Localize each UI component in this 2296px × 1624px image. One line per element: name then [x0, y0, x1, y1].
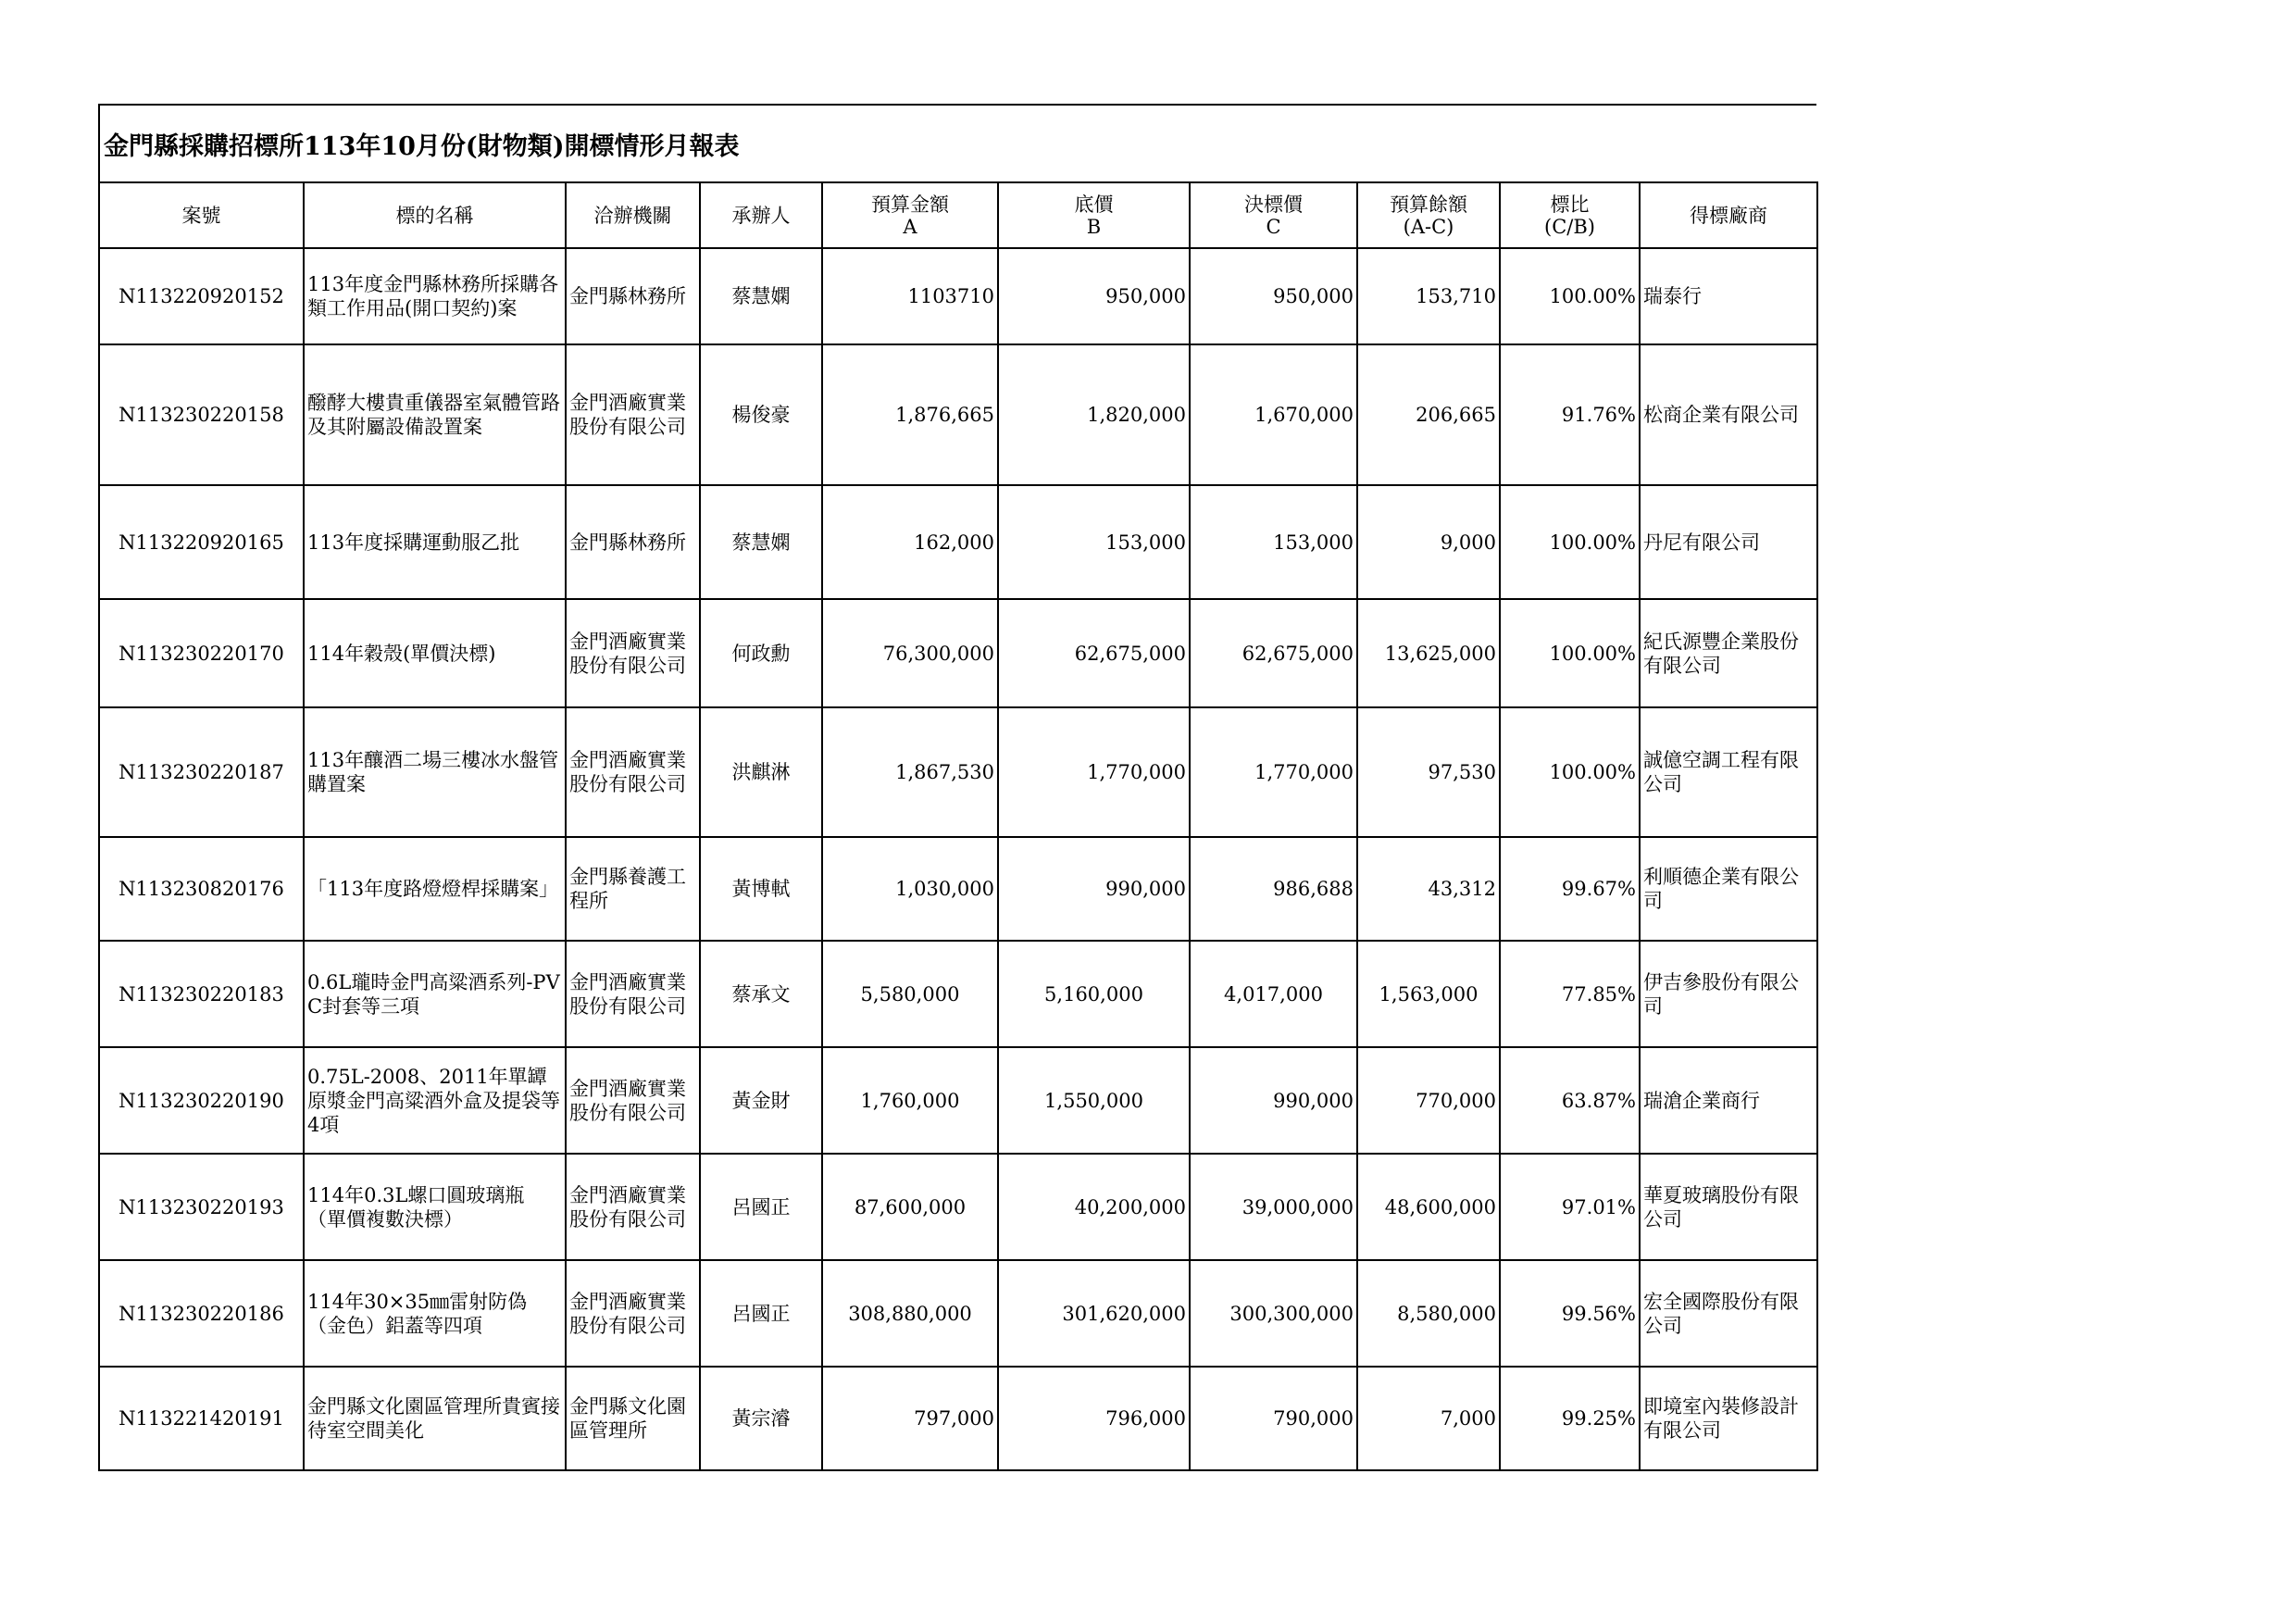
bid-results-table: [98, 181, 1818, 1471]
cell-award-price: 790,000: [1190, 1367, 1357, 1470]
cell-award-price: 39,000,000: [1190, 1154, 1357, 1260]
cell-org: 金門縣林務所: [566, 485, 700, 599]
header-vendor: 得標廠商: [1640, 182, 1817, 248]
cell-base-price: 1,820,000: [998, 344, 1190, 485]
cell-case-no: N113230220186: [99, 1260, 304, 1367]
table-row: [99, 485, 1817, 599]
cell-remaining: 770,000: [1357, 1047, 1500, 1154]
cell-ratio: 99.67%: [1500, 837, 1640, 941]
cell-case-no: N113230220183: [99, 941, 304, 1047]
header-remain-formula: (A-C): [1403, 215, 1454, 238]
cell-budget: 162,000: [822, 485, 998, 599]
cell-remaining: 7,000: [1357, 1367, 1500, 1470]
cell-award-price: 1,770,000: [1190, 707, 1357, 837]
cell-vendor: 即境室內裝修設計有限公司: [1640, 1367, 1817, 1470]
cell-org: 金門酒廠實業股份有限公司: [566, 1047, 700, 1154]
cell-name: 0.6L瓏時金門高粱酒系列-PVC封套等三項: [304, 941, 566, 1047]
cell-award-price: 62,675,000: [1190, 599, 1357, 707]
cell-budget: 1,030,000: [822, 837, 998, 941]
report-sheet: [98, 104, 1816, 1471]
table-row: [99, 1154, 1817, 1260]
cell-base-price: 1,550,000: [998, 1047, 1190, 1154]
cell-remaining: 1,563,000: [1357, 941, 1500, 1047]
cell-handler: 黃博軾: [700, 837, 822, 941]
cell-remaining: 153,710: [1357, 248, 1500, 344]
cell-budget: 1,867,530: [822, 707, 998, 837]
cell-base-price: 990,000: [998, 837, 1190, 941]
cell-remaining: 43,312: [1357, 837, 1500, 941]
header-name: 標的名稱: [304, 182, 566, 248]
cell-remaining: 13,625,000: [1357, 599, 1500, 707]
cell-name: 113年度金門縣林務所採購各類工作用品(開口契約)案: [304, 248, 566, 344]
table-row: [99, 707, 1817, 837]
table-row: [99, 248, 1817, 344]
cell-name: 113年釀酒二場三樓冰水盤管購置案: [304, 707, 566, 837]
cell-award-price: 950,000: [1190, 248, 1357, 344]
header-budget-label: 預算金額: [871, 193, 949, 216]
cell-base-price: 5,160,000: [998, 941, 1190, 1047]
cell-org: 金門酒廠實業股份有限公司: [566, 344, 700, 485]
cell-remaining: 48,600,000: [1357, 1154, 1500, 1260]
cell-vendor: 利順德企業有限公司: [1640, 837, 1817, 941]
title-bar: [98, 104, 1816, 181]
header-org: 洽辦機關: [566, 182, 700, 248]
cell-name: 114年0.3L螺口圓玻璃瓶（單價複數決標）: [304, 1154, 566, 1260]
table-row: [99, 837, 1817, 941]
cell-budget: 5,580,000: [822, 941, 998, 1047]
header-base-label: 底價: [1074, 193, 1114, 216]
cell-org: 金門酒廠實業股份有限公司: [566, 599, 700, 707]
cell-budget: 1,876,665: [822, 344, 998, 485]
cell-handler: 楊俊豪: [700, 344, 822, 485]
header-ratio-formula: (C/B): [1544, 215, 1595, 238]
cell-case-no: N113221420191: [99, 1367, 304, 1470]
header-row: [99, 182, 1817, 248]
cell-ratio: 100.00%: [1500, 707, 1640, 837]
cell-name: 「113年度路燈燈桿採購案」: [304, 837, 566, 941]
cell-case-no: N113230220193: [99, 1154, 304, 1260]
header-award-price: [1190, 182, 1357, 248]
cell-handler: 洪麒淋: [700, 707, 822, 837]
header-base-price: [998, 182, 1190, 248]
cell-name: 0.75L-2008、2011年單罈原漿金門高粱酒外盒及提袋等4項: [304, 1047, 566, 1154]
cell-award-price: 986,688: [1190, 837, 1357, 941]
cell-handler: 何政勳: [700, 599, 822, 707]
header-budget: [822, 182, 998, 248]
cell-handler: 呂國正: [700, 1260, 822, 1367]
cell-handler: 蔡慧嫻: [700, 248, 822, 344]
cell-ratio: 99.56%: [1500, 1260, 1640, 1367]
cell-ratio: 100.00%: [1500, 485, 1640, 599]
cell-handler: 蔡慧嫻: [700, 485, 822, 599]
cell-budget: 87,600,000: [822, 1154, 998, 1260]
cell-name: 113年度採購運動服乙批: [304, 485, 566, 599]
cell-remaining: 8,580,000: [1357, 1260, 1500, 1367]
cell-vendor: 華夏玻璃股份有限公司: [1640, 1154, 1817, 1260]
cell-case-no: N113230220170: [99, 599, 304, 707]
header-remain-label: 預算餘額: [1390, 193, 1467, 216]
header-case-no: 案號: [99, 182, 304, 248]
cell-ratio: 63.87%: [1500, 1047, 1640, 1154]
cell-org: 金門酒廠實業股份有限公司: [566, 941, 700, 1047]
cell-budget: 76,300,000: [822, 599, 998, 707]
cell-handler: 呂國正: [700, 1154, 822, 1260]
cell-remaining: 9,000: [1357, 485, 1500, 599]
cell-org: 金門酒廠實業股份有限公司: [566, 1154, 700, 1260]
table-row: [99, 1047, 1817, 1154]
header-remaining-budget: [1357, 182, 1500, 248]
header-ratio-label: 標比: [1550, 193, 1590, 216]
cell-remaining: 206,665: [1357, 344, 1500, 485]
cell-name: 114年30×35㎜雷射防偽（金色）鋁蓋等四項: [304, 1260, 566, 1367]
cell-base-price: 1,770,000: [998, 707, 1190, 837]
cell-base-price: 796,000: [998, 1367, 1190, 1470]
cell-org: 金門酒廠實業股份有限公司: [566, 707, 700, 837]
cell-vendor: 丹尼有限公司: [1640, 485, 1817, 599]
cell-case-no: N113220920165: [99, 485, 304, 599]
table-row: [99, 1260, 1817, 1367]
header-budget-symbol: A: [903, 215, 917, 238]
cell-vendor: 松商企業有限公司: [1640, 344, 1817, 485]
cell-ratio: 91.76%: [1500, 344, 1640, 485]
cell-budget: 308,880,000: [822, 1260, 998, 1367]
cell-award-price: 1,670,000: [1190, 344, 1357, 485]
table-row: [99, 344, 1817, 485]
cell-base-price: 153,000: [998, 485, 1190, 599]
cell-org: 金門縣文化園區管理所: [566, 1367, 700, 1470]
cell-case-no: N113230820176: [99, 837, 304, 941]
cell-award-price: 990,000: [1190, 1047, 1357, 1154]
cell-org: 金門酒廠實業股份有限公司: [566, 1260, 700, 1367]
cell-award-price: 153,000: [1190, 485, 1357, 599]
cell-budget: 1103710: [822, 248, 998, 344]
cell-ratio: 100.00%: [1500, 599, 1640, 707]
cell-award-price: 300,300,000: [1190, 1260, 1357, 1367]
table-row: [99, 1367, 1817, 1470]
cell-name: 金門縣文化園區管理所貴賓接待室空間美化: [304, 1367, 566, 1470]
table-row: [99, 599, 1817, 707]
cell-vendor: 紀氏源豐企業股份有限公司: [1640, 599, 1817, 707]
cell-base-price: 950,000: [998, 248, 1190, 344]
cell-name: 114年穀殼(單價決標): [304, 599, 566, 707]
cell-handler: 黃金財: [700, 1047, 822, 1154]
cell-base-price: 40,200,000: [998, 1154, 1190, 1260]
cell-base-price: 62,675,000: [998, 599, 1190, 707]
cell-budget: 1,760,000: [822, 1047, 998, 1154]
header-award-symbol: C: [1266, 215, 1281, 238]
report-title: 金門縣採購招標所113年10月份(財物類)開標情形月報表: [104, 131, 740, 161]
cell-budget: 797,000: [822, 1367, 998, 1470]
table-row: [99, 941, 1817, 1047]
header-award-label: 決標價: [1244, 193, 1303, 216]
cell-case-no: N113230220187: [99, 707, 304, 837]
cell-award-price: 4,017,000: [1190, 941, 1357, 1047]
cell-ratio: 99.25%: [1500, 1367, 1640, 1470]
cell-ratio: 97.01%: [1500, 1154, 1640, 1260]
header-handler: 承辦人: [700, 182, 822, 248]
cell-org: 金門縣養護工程所: [566, 837, 700, 941]
header-base-symbol: B: [1086, 215, 1102, 238]
cell-handler: 蔡承文: [700, 941, 822, 1047]
cell-base-price: 301,620,000: [998, 1260, 1190, 1367]
cell-case-no: N113230220158: [99, 344, 304, 485]
header-ratio: [1500, 182, 1640, 248]
cell-org: 金門縣林務所: [566, 248, 700, 344]
cell-case-no: N113220920152: [99, 248, 304, 344]
cell-remaining: 97,530: [1357, 707, 1500, 837]
cell-vendor: 宏全國際股份有限公司: [1640, 1260, 1817, 1367]
cell-vendor: 誠億空調工程有限公司: [1640, 707, 1817, 837]
cell-ratio: 100.00%: [1500, 248, 1640, 344]
cell-name: 醱酵大樓貴重儀器室氣體管路及其附屬設備設置案: [304, 344, 566, 485]
cell-ratio: 77.85%: [1500, 941, 1640, 1047]
cell-vendor: 瑞泰行: [1640, 248, 1817, 344]
cell-vendor: 瑞滄企業商行: [1640, 1047, 1817, 1154]
cell-case-no: N113230220190: [99, 1047, 304, 1154]
cell-handler: 黃宗濬: [700, 1367, 822, 1470]
cell-vendor: 伊吉參股份有限公司: [1640, 941, 1817, 1047]
